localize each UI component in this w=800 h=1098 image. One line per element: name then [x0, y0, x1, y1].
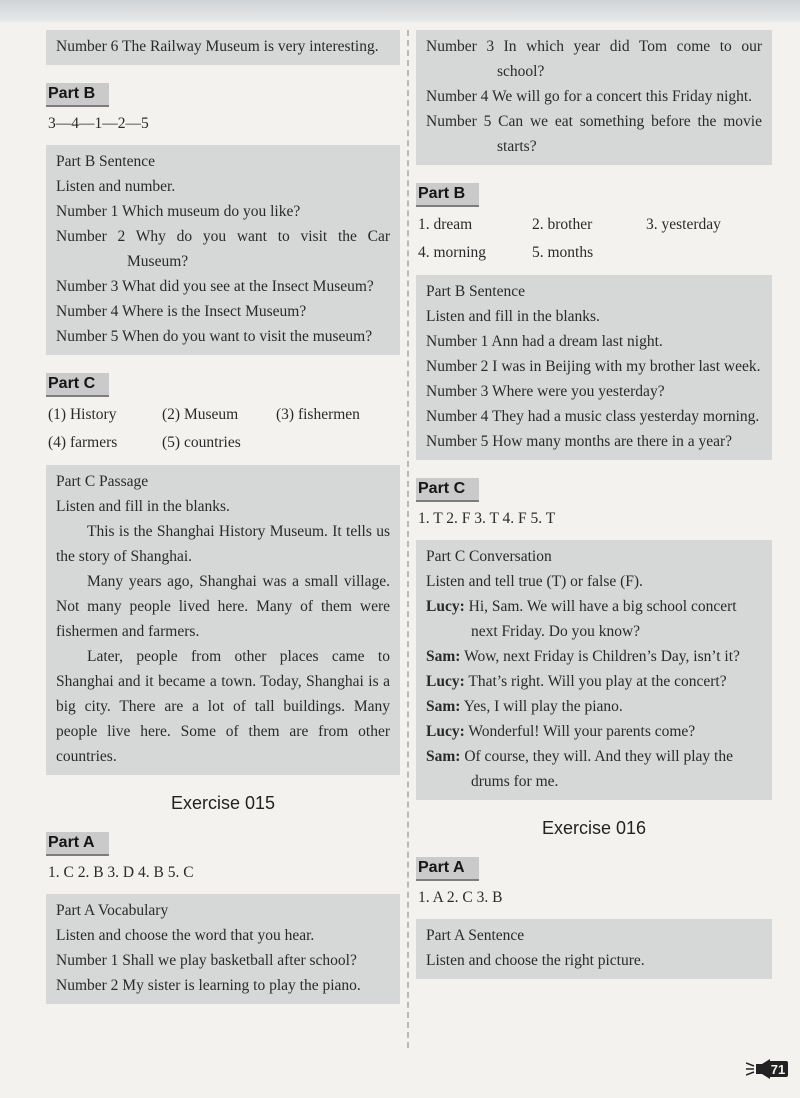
part-b-label: Part B — [416, 183, 479, 207]
speech: That’s right. Will you play at the concert? — [468, 673, 727, 690]
dialogue-line — [426, 669, 762, 694]
part-a-answer: 1. A 2. C 3. B — [418, 889, 503, 906]
part-b-label: Part B — [46, 83, 109, 107]
part-c-label: Part C — [416, 478, 479, 502]
transcript-line: Part B Sentence — [56, 153, 156, 170]
speaker: Sam: — [426, 748, 461, 765]
part-c-transcript — [46, 465, 400, 775]
dialogue-line — [426, 744, 762, 794]
left-column — [46, 30, 400, 1014]
part-c-transcript — [416, 540, 772, 800]
exercise-title: Exercise 016 — [541, 818, 647, 838]
speech: Wow, next Friday is Children’s Day, isn’t it? — [464, 648, 740, 665]
part-b-transcript — [46, 145, 400, 355]
part-c-answers — [48, 401, 400, 457]
transcript-line: Number 2 Why do you want to visit the Car Museum? — [56, 228, 390, 270]
answer-item: (4) farmers — [48, 434, 118, 451]
speech: Wonderful! Will your parents come? — [468, 723, 696, 740]
part-c-answer: 1. T 2. F 3. T 4. F 5. T — [418, 510, 556, 527]
part-c-label: Part C — [46, 373, 109, 397]
transcript-line: Number 5 Can we eat something before the movie starts? — [426, 113, 762, 155]
transcript-line: Listen and fill in the blanks. — [426, 308, 600, 325]
speech: Of course, they will. And they will play the drums for me. — [464, 748, 733, 790]
transcript-instruction: Listen and fill in the blanks. — [56, 498, 230, 515]
transcript-line: Number 1 Which museum do you like? — [56, 203, 301, 220]
transcript-line: Number 3 In which year did Tom come to our school? — [426, 38, 762, 80]
transcript-line: Number 1 Ann had a dream last night. — [426, 333, 663, 350]
part-b-answers — [418, 211, 772, 267]
part-a-answer: 1. C 2. B 3. D 4. B 5. C — [48, 864, 194, 881]
exercise-title: Exercise 015 — [170, 793, 276, 813]
transcript-line: Part B Sentence — [426, 283, 526, 300]
speaker: Lucy: — [426, 598, 465, 615]
dialogue-line — [426, 644, 762, 669]
answer-item: (1) History — [48, 406, 117, 423]
transcript-line: Listen and number. — [56, 178, 176, 195]
page-number-badge — [746, 1058, 790, 1080]
passage-paragraph: Many years ago, Shanghai was a small village. Not many people lived here. Many of them were fishermen and farmers. — [56, 573, 390, 640]
speaker: Lucy: — [426, 673, 465, 690]
answer-item: 4. morning — [418, 244, 487, 261]
transcript-box — [46, 30, 400, 65]
column-divider — [407, 30, 409, 1048]
right-column — [416, 30, 772, 989]
part-b-transcript — [416, 275, 772, 460]
part-a-label: Part A — [46, 832, 109, 856]
speaker: Lucy: — [426, 723, 465, 740]
speaker: Sam: — [426, 648, 461, 665]
part-a-transcript — [416, 919, 772, 979]
transcript-line: Listen and choose the right picture. — [426, 952, 645, 969]
dialogue-line — [426, 594, 762, 644]
part-a-label: Part A — [416, 857, 479, 881]
transcript-title: Part C Conversation — [426, 548, 552, 565]
speech: Yes, I will play the piano. — [463, 698, 623, 715]
speaker: Sam: — [426, 698, 461, 715]
speaker-icon — [746, 1059, 770, 1079]
transcript-line: Number 4 Where is the Insect Museum? — [56, 303, 307, 320]
answer-item: 3. yesterday — [646, 216, 721, 233]
transcript-line: Number 2 I was in Beijing with my brother last week. — [426, 358, 761, 375]
transcript-line: Number 5 How many months are there in a year? — [426, 433, 733, 450]
dialogue-line — [426, 719, 762, 744]
answer-item: (2) Museum — [162, 406, 239, 423]
transcript-line: Number 1 Shall we play basketball after school? — [56, 952, 357, 969]
transcript-line: Listen and choose the word that you hear. — [56, 927, 315, 944]
passage-paragraph: This is the Shanghai History Museum. It tells us the story of Shanghai. — [56, 523, 390, 565]
speech: Hi, Sam. We will have a big school concert next Friday. Do you know? — [468, 598, 737, 640]
dialogue-line — [426, 694, 762, 719]
transcript-line: Number 6 The Railway Museum is very interesting. — [56, 38, 379, 55]
transcript-line: Number 2 My sister is learning to play the piano. — [56, 977, 361, 994]
answer-item: (3) fishermen — [276, 406, 360, 423]
transcript-line: Number 5 When do you want to visit the museum? — [56, 328, 373, 345]
part-b-answer: 3—4—1—2—5 — [48, 115, 149, 132]
transcript-title: Part C Passage — [56, 473, 149, 490]
transcript-box — [416, 30, 772, 165]
answer-item: 5. months — [532, 244, 594, 261]
part-a-transcript — [46, 894, 400, 1004]
page-number: 71 — [770, 1062, 786, 1077]
answer-item: 2. brother — [532, 216, 593, 233]
transcript-line: Number 4 We will go for a concert this Friday night. — [426, 88, 753, 105]
transcript-line: Number 3 Where were you yesterday? — [426, 383, 665, 400]
transcript-line: Part A Vocabulary — [56, 902, 169, 919]
answer-item: (5) countries — [162, 434, 241, 451]
passage-paragraph: Later, people from other places came to Shanghai and it became a town. Today, Shanghai is a big city. There are a lot of tall buildings. Many people live here. Some of them are from other countries. — [56, 648, 390, 765]
transcript-line: Part A Sentence — [426, 927, 525, 944]
transcript-line: Number 4 They had a music class yesterday morning. — [426, 408, 760, 425]
transcript-line: Number 3 What did you see at the Insect Museum? — [56, 278, 374, 295]
top-edge-strip — [0, 0, 800, 22]
answer-item: 1. dream — [418, 216, 473, 233]
transcript-instruction: Listen and tell true (T) or false (F). — [426, 573, 643, 590]
